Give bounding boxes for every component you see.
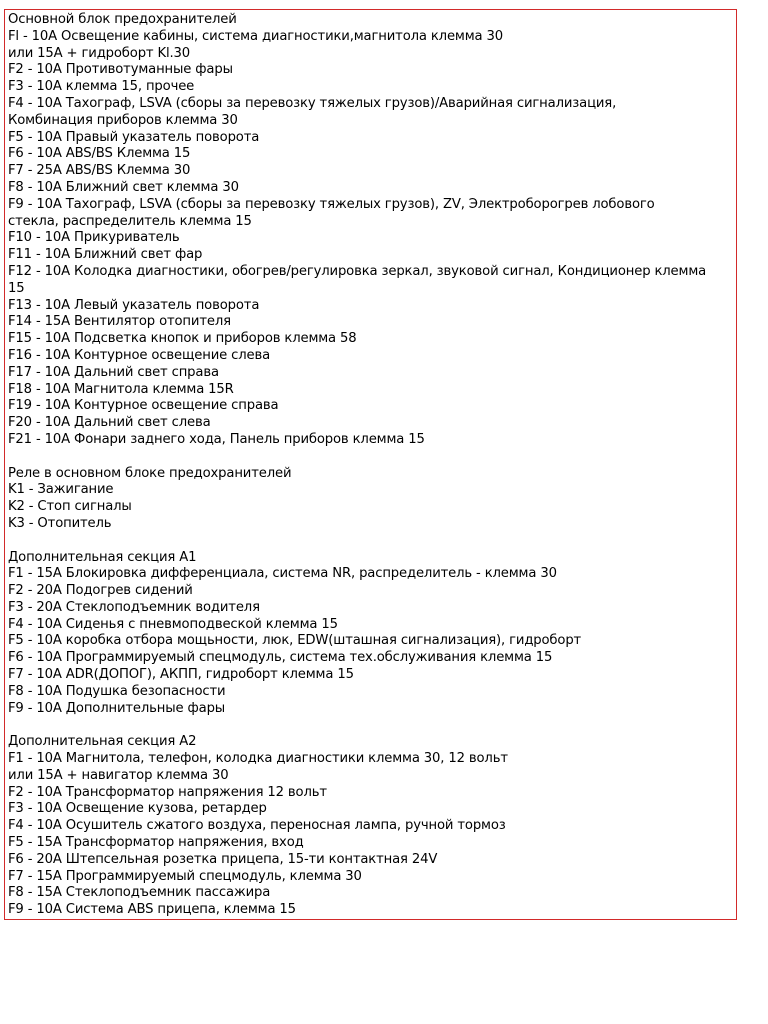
text-line: F21 - 10A Фонари заднего хода, Панель приборов клемма 15 bbox=[8, 431, 425, 447]
blank-line bbox=[8, 717, 736, 734]
text-line: K1 - Зажигание bbox=[8, 482, 114, 498]
text-line: или 15A + гидроборт Kl.30 bbox=[8, 45, 191, 61]
text-line: F1 - 15A Блокировка дифференциала, система NR, распределитель - клемма 30 bbox=[8, 566, 557, 582]
text-line: Реле в основном блоке предохранителей bbox=[8, 465, 292, 481]
text-line: F17 - 10A Дальний свет справа bbox=[8, 364, 219, 380]
text-line: F6 - 10A ABS/BS Клемма 15 bbox=[8, 146, 191, 162]
text-line: F5 - 10A коробка отбора мощьности, люк, EDW(шташная сигнализация), гидроборт bbox=[8, 633, 582, 649]
text-line: F8 - 10A Подушка безопасности bbox=[8, 683, 226, 699]
text-line: F8 - 10A Ближний свет клемма 30 bbox=[8, 179, 239, 195]
text-line: F12 - 10A Колодка диагностики, обогрев/регулировка зеркал, звуковой сигнал, Кондиционер клемма bbox=[8, 263, 707, 279]
text-line: Дополнительная секция A1 bbox=[8, 549, 197, 565]
text-line: F3 - 10A Освещение кузова, ретардер bbox=[8, 801, 267, 817]
text-line: F6 - 20A Штепсельная розетка прицепа, 15-ти контактная 24V bbox=[8, 851, 438, 867]
text-line: F4 - 10A Осушитель сжатого воздуха, переносная лампа, ручной тормоз bbox=[8, 818, 506, 834]
text-line: F5 - 15A Трансформатор напряжения, вход bbox=[8, 835, 304, 851]
text-line: F16 - 10A Контурное освещение слева bbox=[8, 347, 271, 363]
text-line: F9 - 10A Тахограф, LSVA (сборы за перевозку тяжелых грузов), ZV, Электроборогрев лобового bbox=[8, 196, 655, 212]
text-line: F3 - 10A клемма 15, прочее bbox=[8, 79, 195, 95]
text-line: F7 - 25A ABS/BS Клемма 30 bbox=[8, 163, 191, 179]
text-line: K2 - Стоп сигналы bbox=[8, 499, 132, 515]
text-line: F18 - 10A Магнитола клемма 15R bbox=[8, 381, 234, 397]
text-line: F2 - 20A Подогрев сидений bbox=[8, 583, 193, 599]
text-line: F6 - 10A Программируемый спецмодуль, система тех.обслуживания клемма 15 bbox=[8, 650, 553, 666]
text-line: F20 - 10A Дальний свет слева bbox=[8, 415, 211, 431]
text-line: F2 - 10A Трансформатор напряжения 12 вольт bbox=[8, 784, 327, 800]
text-line: F1 - 10A Магнитола, телефон, колодка диагностики клемма 30, 12 вольт bbox=[8, 751, 508, 767]
fuse-list-box bbox=[4, 9, 737, 920]
text-line: F10 - 10A Прикуриватель bbox=[8, 230, 180, 246]
blank-line bbox=[8, 533, 736, 550]
text-line: F9 - 10A Система ABS прицепа, клемма 15 bbox=[8, 902, 296, 918]
text-line: F11 - 10A Ближний свет фар bbox=[8, 247, 203, 263]
text-line: или 15A + навигатор клемма 30 bbox=[8, 767, 229, 783]
text-line: 15 bbox=[8, 280, 25, 296]
text-line: стекла, распределитель клемма 15 bbox=[8, 213, 252, 229]
text-line: F7 - 10A ADR(ДОПОГ), АКПП, гидроборт клемма 15 bbox=[8, 667, 354, 683]
text-line: Дополнительная секция A2 bbox=[8, 734, 197, 750]
blank-line bbox=[8, 449, 736, 466]
text-line: Комбинация приборов клемма 30 bbox=[8, 112, 238, 128]
text-line: F2 - 10A Противотуманные фары bbox=[8, 62, 233, 78]
text-line: F14 - 15A Вентилятор отопителя bbox=[8, 314, 231, 330]
text-line: F19 - 10A Контурное освещение справа bbox=[8, 398, 279, 414]
text-line: K3 - Отопитель bbox=[8, 515, 112, 531]
text-line: F8 - 15A Стеклоподъемник пассажира bbox=[8, 885, 271, 901]
text-line: F13 - 10A Левый указатель поворота bbox=[8, 297, 260, 313]
text-line: F9 - 10A Дополнительные фары bbox=[8, 700, 226, 716]
text-line: F7 - 15A Программируемый спецмодуль, клемма 30 bbox=[8, 868, 362, 884]
text-line: Основной блок предохранителей bbox=[8, 12, 237, 27]
text-line: F3 - 20A Стеклоподъемник водителя bbox=[8, 599, 260, 615]
text-line: Fl - 10A Освещение кабины, система диагностики,магнитола клемма 30 bbox=[8, 28, 503, 44]
text-line: F4 - 10A Сиденья с пневмоподвеской клемма 15 bbox=[8, 616, 338, 632]
text-line: F15 - 10A Подсветка кнопок и приборов клемма 58 bbox=[8, 331, 357, 347]
text-line: F4 - 10A Тахограф, LSVA (сборы за перевозку тяжелых грузов)/Аварийная сигнализация, bbox=[8, 95, 617, 111]
text-line: F5 - 10A Правый указатель поворота bbox=[8, 129, 260, 145]
